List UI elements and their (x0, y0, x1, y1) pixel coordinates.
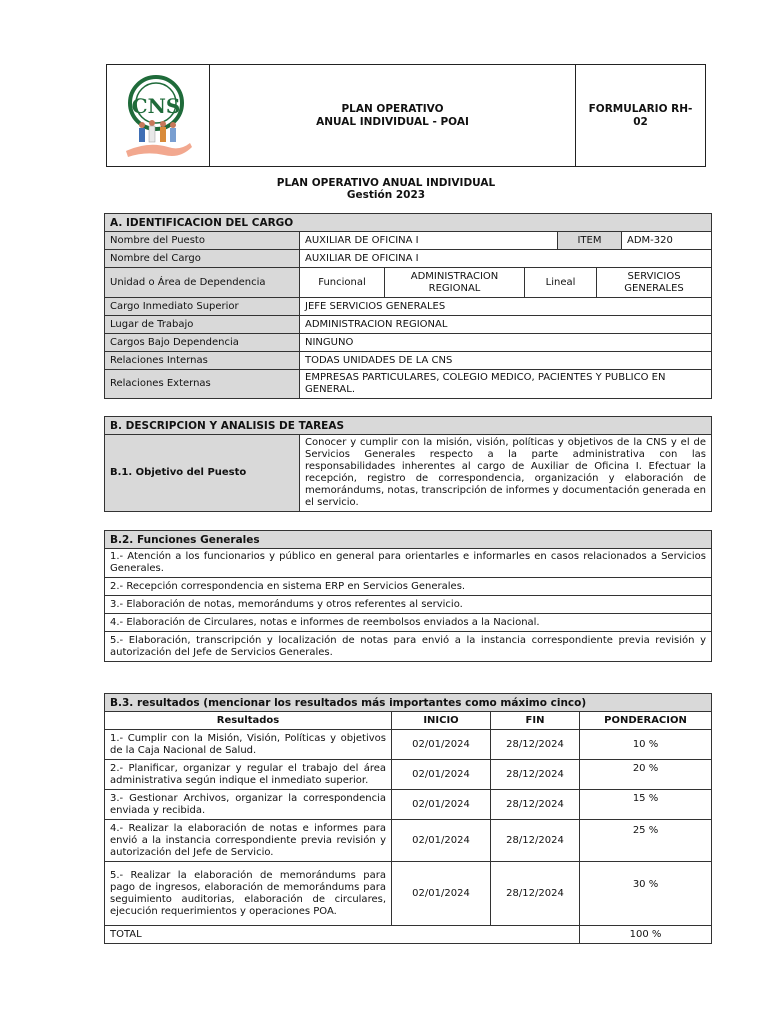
table-row (105, 760, 712, 790)
ponderacion-cell: 20 % (580, 760, 712, 790)
lineal-label: Lineal (525, 268, 597, 298)
ponderacion-cell: 25 % (580, 820, 712, 862)
ponderacion-cell: 15 % (580, 790, 712, 820)
internas-value: TODAS UNIDADES DE LA CNS (300, 352, 712, 370)
table-row (105, 790, 712, 820)
plan-title-cell (210, 65, 576, 167)
cargo-label: Nombre del Cargo (105, 250, 300, 268)
plan-line1: PLAN OPERATIVO (341, 102, 444, 115)
section-a-table (104, 213, 712, 399)
funcion-item: 3.- Elaboración de notas, memorándums y otros referentes al servicio. (105, 596, 712, 614)
section-a-heading: A. IDENTIFICACION DEL CARGO (105, 214, 712, 232)
section-b-table (104, 416, 712, 512)
document-title-line1: PLAN OPERATIVO ANUAL INDIVIDUAL (276, 177, 496, 189)
externas-value: EMPRESAS PARTICULARES, COLEGIO MEDICO, PACIENTES Y PUBLICO EN GENERAL. (300, 370, 712, 399)
puesto-label: Nombre del Puesto (105, 232, 300, 250)
funcional-label: Funcional (300, 268, 385, 298)
section-b-heading: B. DESCRIPCION Y ANALISIS DE TAREAS (105, 417, 712, 435)
unidad-label: Unidad o Área de Dependencia (105, 268, 300, 298)
total-label: TOTAL (105, 926, 580, 944)
resultado-cell: 1.- Cumplir con la Misión, Visión, Políticas y objetivos de la Caja Nacional de Salud. (105, 730, 392, 760)
resultado-cell: 4.- Realizar la elaboración de notas e informes para envió a la instancia correspondiente previa revisión y autorización del Jefe de Servicio. (105, 820, 392, 862)
section-b3-heading: B.3. resultados (mencionar los resultados más importantes como máximo cinco) (105, 694, 712, 712)
item-label: ITEM (558, 232, 622, 250)
logo-text: CNS (131, 93, 181, 118)
section-b2-heading: B.2. Funciones Generales (105, 531, 712, 549)
bajo-value: NINGUNO (300, 334, 712, 352)
resultado-cell: 3.- Gestionar Archivos, organizar la correspondencia enviada y recibida. (105, 790, 392, 820)
fin-cell: 28/12/2024 (491, 862, 580, 926)
fin-cell: 28/12/2024 (491, 730, 580, 760)
col-inicio: INICIO (392, 712, 491, 730)
header-table (106, 64, 706, 167)
funcion-item: 4.- Elaboración de Circulares, notas e informes de reembolsos enviados a la Nacional. (105, 614, 712, 632)
funcion-item: 1.- Atención a los funcionarios y público en general para orientarles e informarles en casos relacionados a Servicios Generales. (105, 549, 712, 578)
superior-value: JEFE SERVICIOS GENERALES (300, 298, 712, 316)
form-code: FORMULARIO RH-02 (576, 65, 706, 167)
lugar-label: Lugar de Trabajo (105, 316, 300, 334)
internas-label: Relaciones Internas (105, 352, 300, 370)
lineal-value: SERVICIOS GENERALES (597, 268, 712, 298)
superior-label: Cargo Inmediato Superior (105, 298, 300, 316)
cargo-value: AUXILIAR DE OFICINA I (300, 250, 712, 268)
logo-cell (107, 65, 210, 167)
col-resultados: Resultados (105, 712, 392, 730)
plan-line2: ANUAL INDIVIDUAL - POAI (316, 115, 469, 128)
inicio-cell: 02/01/2024 (392, 820, 491, 862)
bajo-label: Cargos Bajo Dependencia (105, 334, 300, 352)
fin-cell: 28/12/2024 (491, 760, 580, 790)
objetivo-value: Conocer y cumplir con la misión, visión, políticas y objetivos de la CNS y el de Servicios Generales respecto a la parte administrativa con las responsabilidades inherentes al cargo de Auxiliar de Oficina I. Efectuar la recepción, registro de correspondencia, organización y elaboración de memorándums, notas, transcripción de informes y documentación generada en el servicio. (300, 435, 712, 512)
section-b3-table (104, 693, 712, 944)
lugar-value: ADMINISTRACION REGIONAL (300, 316, 712, 334)
puesto-value: AUXILIAR DE OFICINA I (300, 232, 558, 250)
section-b2-table (104, 530, 712, 662)
ponderacion-cell: 30 % (580, 862, 712, 926)
fin-cell: 28/12/2024 (491, 790, 580, 820)
table-row (105, 862, 712, 926)
table-row (105, 730, 712, 760)
funcion-item: 2.- Recepción correspondencia en sistema ERP en Servicios Generales. (105, 578, 712, 596)
inicio-cell: 02/01/2024 (392, 760, 491, 790)
total-value: 100 % (580, 926, 712, 944)
resultado-cell: 5.- Realizar la elaboración de memorándums para pago de ingresos, elaboración de memorándums para seguimiento auditorias, elaboración de circulares, ejecución requerimientos y operaciones POA. (105, 862, 392, 926)
cns-logo (118, 71, 198, 161)
col-ponderacion: PONDERACION (580, 712, 712, 730)
inicio-cell: 02/01/2024 (392, 790, 491, 820)
ponderacion-cell: 10 % (580, 730, 712, 760)
item-value: ADM-320 (622, 232, 712, 250)
document-title-line2: Gestión 2023 (346, 189, 426, 201)
fin-cell: 28/12/2024 (491, 820, 580, 862)
inicio-cell: 02/01/2024 (392, 862, 491, 926)
funcion-item: 5.- Elaboración, transcripción y localización de notas para envió a la instancia correspondiente previa revisión y autorización del Jefe de Servicios Generales. (105, 632, 712, 662)
inicio-cell: 02/01/2024 (392, 730, 491, 760)
table-row (105, 820, 712, 862)
externas-label: Relaciones Externas (105, 370, 300, 399)
funcional-value: ADMINISTRACION REGIONAL (385, 268, 525, 298)
document-title (106, 177, 666, 201)
objetivo-label: B.1. Objetivo del Puesto (105, 435, 300, 512)
resultado-cell: 2.- Planificar, organizar y regular el trabajo del área administrativa según indique el inmediato superior. (105, 760, 392, 790)
col-fin: FIN (491, 712, 580, 730)
